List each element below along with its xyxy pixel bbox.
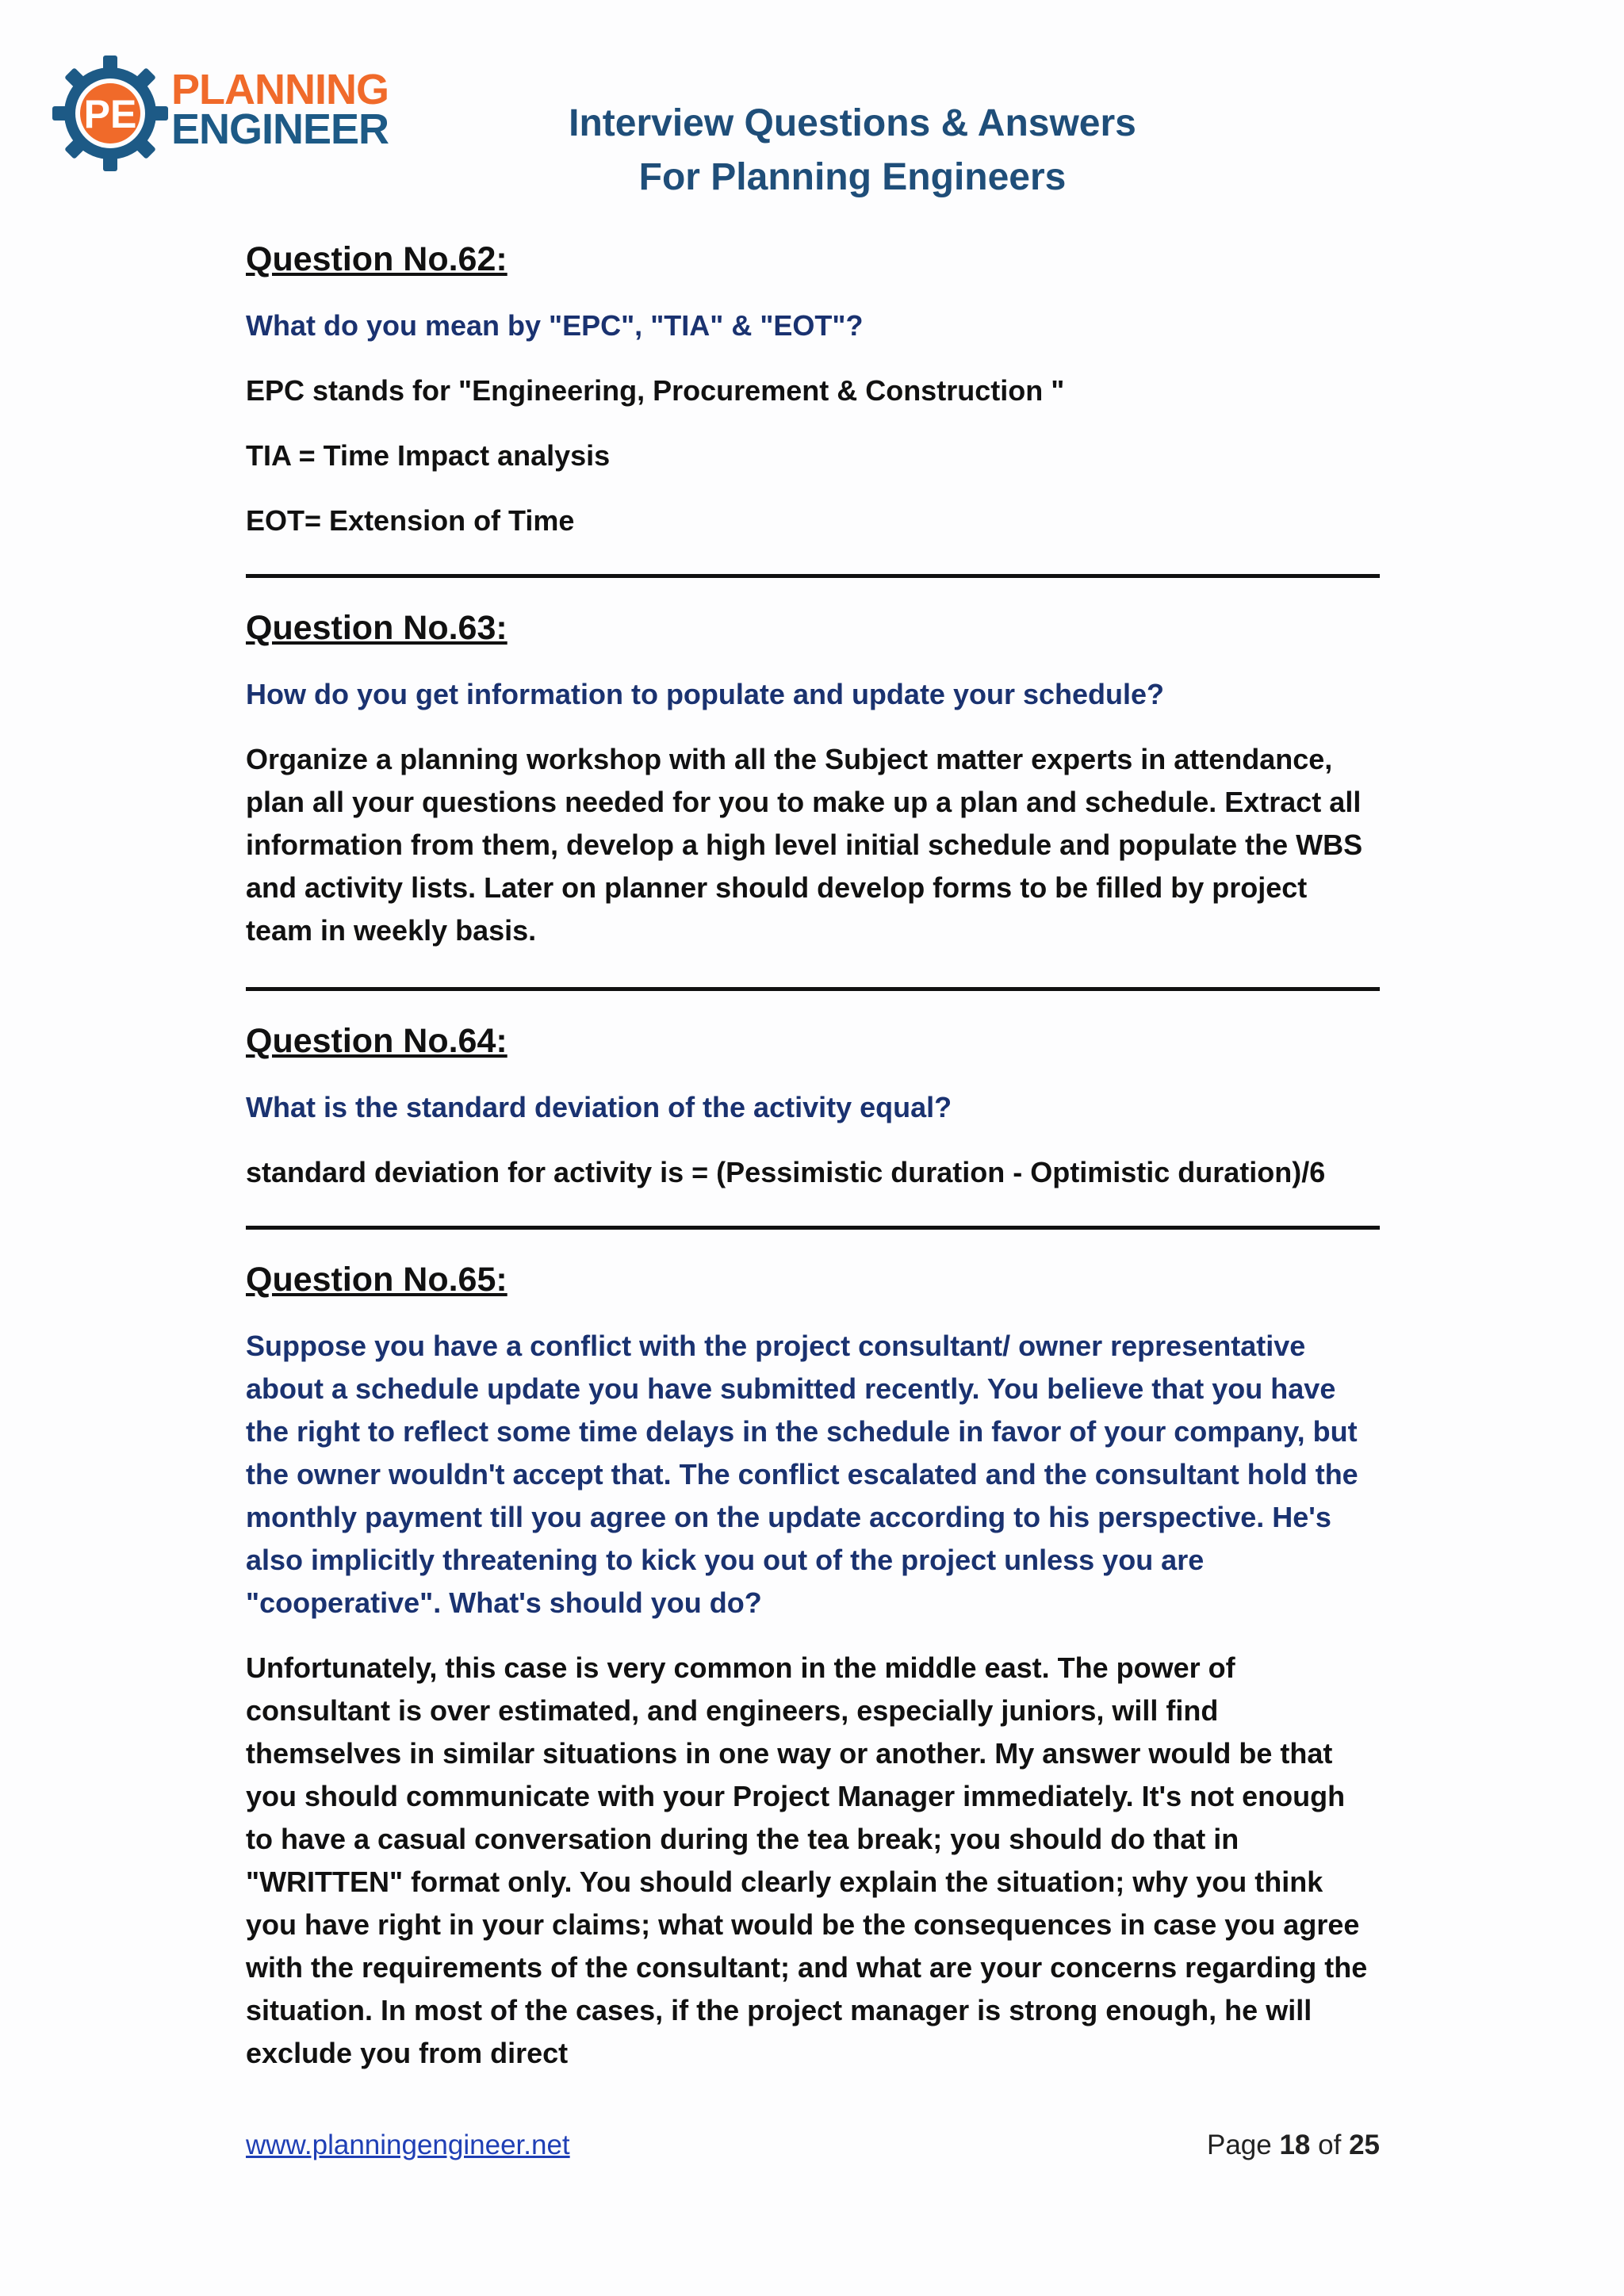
question-text: What do you mean by "EPC", "TIA" & "EOT"? (246, 309, 864, 342)
question-64 (246, 1020, 1380, 1194)
gear-icon (51, 54, 170, 173)
logo-word-engineer: ENGINEER (171, 105, 389, 153)
question-62 (246, 238, 1380, 542)
question-heading: Question No.65: (246, 1261, 508, 1299)
answer-line: EPC stands for "Engineering, Procurement & Construction " (246, 374, 1065, 407)
question-text: What is the standard deviation of the activity equal? (246, 1091, 952, 1123)
question-heading: Question No.63: (246, 609, 508, 647)
question-heading: Question No.62: (246, 240, 508, 278)
logo-monogram: PE (83, 92, 137, 136)
planning-engineer-logo (51, 54, 392, 173)
answer-text: Organize a planning workshop with all the Subject matter experts in attendance, plan all your questions needed for you to make up a plan and schedule. Extract all information from them, develop a high level initial schedule and populate the WBS and activity lists. Later on planner should develop forms to be filled by project team in weekly basis. (246, 743, 1363, 947)
question-text: How do you get information to populate and update your schedule? (246, 678, 1165, 710)
answer-text: standard deviation for activity is = (Pessimistic duration - Optimistic duration)/6 (246, 1156, 1326, 1188)
question-heading: Question No.64: (246, 1022, 508, 1060)
question-63 (246, 607, 1380, 952)
title-line-1: Interview Questions & Answers (569, 102, 1136, 144)
page-current: 18 (1279, 2130, 1311, 2160)
logo-word-planning: PLANNING (171, 66, 389, 113)
page-number (1207, 2130, 1380, 2161)
answer-line: EOT= Extension of Time (246, 504, 575, 537)
page-title (444, 97, 1261, 205)
question-65 (246, 1258, 1380, 2075)
answer-line: TIA = Time Impact analysis (246, 439, 611, 472)
website-link[interactable]: www.planningengineer.net (246, 2130, 570, 2160)
page-footer (246, 2130, 1380, 2172)
section-divider (246, 574, 1380, 578)
question-text: Suppose you have a conflict with the project consultant/ owner representative about a schedule update you have submitted recently. You believe that you have the right to reflect some time delays in the schedule in favor of your company, but the owner wouldn't accept that. The conflict escalated and the consultant hold the monthly payment till you agree on the update according to his perspective. He's also implicitly threatening to kick you out of the project unless you are "cooperative". What's should you do? (246, 1330, 1358, 1619)
page-total: 25 (1349, 2130, 1380, 2160)
section-divider (246, 987, 1380, 991)
document-body (246, 238, 1380, 2097)
title-line-2: For Planning Engineers (638, 156, 1067, 198)
section-divider (246, 1226, 1380, 1230)
answer-text: Unfortunately, this case is very common in the middle east. The power of consultant is over estimated, and engineers, especially juniors, will find themselves in similar situations in one way or another. My answer would be that you should communicate with your Project Manager immediately. It's not enough to have a casual conversation during the tea break; you should do that in "WRITTEN" format only. You should clearly explain the situation; why you think you have right in your claims; what would be the consequences in case you agree with the requirements of the consultant; and what are your concerns regarding the situation. In most of the cases, if the project manager is strong enough, he will exclude you from direct (246, 1651, 1368, 2069)
page-prefix: Page (1206, 2130, 1272, 2160)
page-of: of (1318, 2130, 1342, 2160)
